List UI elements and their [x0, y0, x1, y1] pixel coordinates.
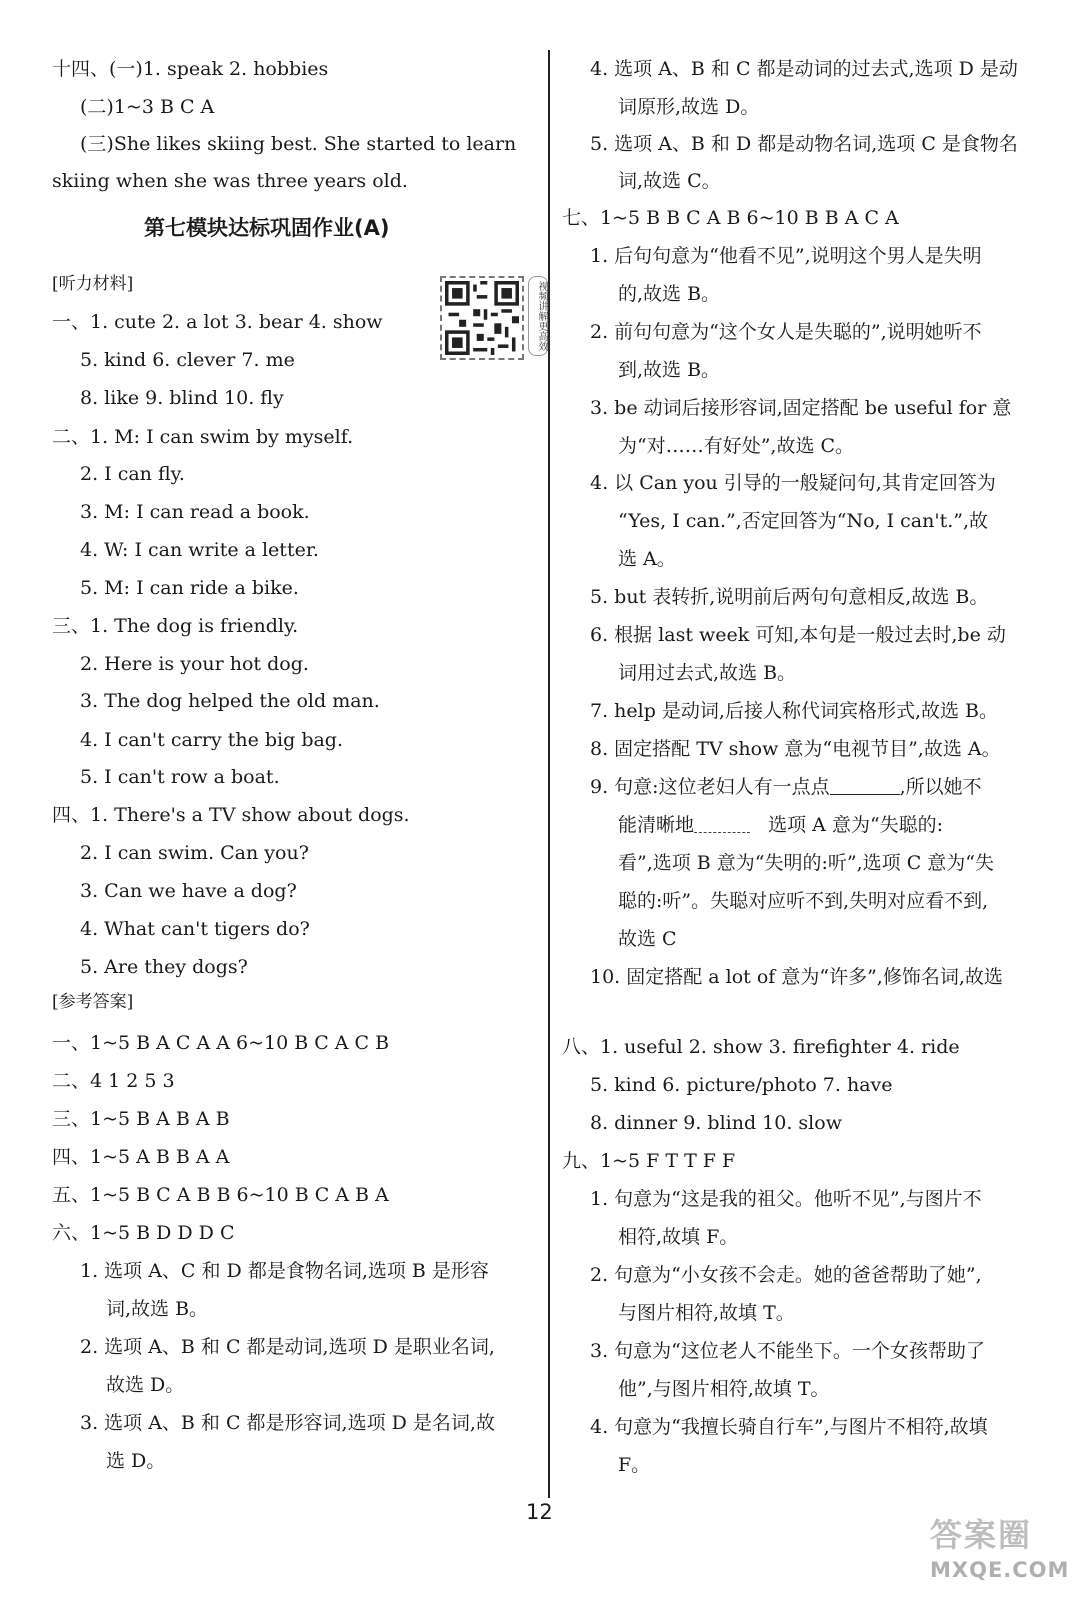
answer-line: 一、1~5 B A C A A 6~10 B C A C B [52, 1032, 390, 1054]
answer-line: 2. 选项 A、B 和 C 都是动词,选项 D 是职业名词, [80, 1336, 495, 1358]
answer-line: 3. be 动词后接形容词,固定搭配 be useful for 意 [590, 397, 1012, 419]
listening-line: 2. I can swim. Can you? [80, 842, 309, 864]
answer-blank [830, 776, 900, 795]
answer-line: 5. but 表转折,说明前后两句句意相反,故选 B。 [590, 586, 989, 608]
answer-line: 词,故选 B。 [106, 1298, 209, 1320]
q9-line5: 故选 C [618, 928, 677, 950]
watermark-logo [930, 1510, 1070, 1590]
answer-line: 八、1. useful 2. show 3. firefighter 4. ride [562, 1036, 960, 1058]
answer-line: 五、1~5 B C A B B 6~10 B C A B A [52, 1184, 389, 1206]
answer-line: 8. 固定搭配 TV show 意为“电视节目”,故选 A。 [590, 738, 1001, 760]
answer-line: 三、1~5 B A B A B [52, 1108, 230, 1130]
answer-line: 四、1~5 A B B A A [52, 1146, 230, 1168]
q9-text-d: 选项 A 意为“失聪的: [768, 814, 944, 836]
column-divider [548, 50, 550, 1498]
module-title: 第七模块达标巩固作业(A) [144, 216, 390, 240]
answer-line: 2. 前句句意为“这个女人是失聪的”,说明她听不 [590, 321, 982, 343]
answer-line: 选 D。 [106, 1450, 166, 1472]
answer-line: F。 [618, 1454, 651, 1476]
answer-line: 九、1~5 F T T F F [562, 1150, 736, 1172]
listening-line: 四、1. There's a TV show about dogs. [52, 804, 410, 826]
answers-label: [参考答案] [52, 992, 134, 1012]
answer-line: 词,故选 C。 [618, 170, 721, 192]
listening-line: 8. like 9. blind 10. fly [80, 387, 284, 409]
answer-line: 词用过去式,故选 B。 [618, 662, 797, 684]
answer-line: 二、4 1 2 5 3 [52, 1070, 175, 1092]
listening-line: 二、1. M: I can swim by myself. [52, 426, 354, 448]
listening-line: 4. W: I can write a letter. [80, 539, 319, 561]
answer-line: 选 A。 [618, 548, 676, 570]
section14-line4: skiing when she was three years old. [52, 170, 408, 192]
qr-caption: 视频讲解更高效 [528, 276, 548, 356]
q9-text-b: ,所以她不 [899, 776, 982, 798]
listening-line: 3. The dog helped the old man. [80, 690, 380, 712]
section14-line3: (三)She likes skiing best. She started to learn [80, 133, 517, 155]
listening-line: 5. kind 6. clever 7. me [80, 349, 295, 371]
q9-line2 [618, 812, 943, 838]
q9-text-a: 9. 句意:这位老妇人有一点点 [590, 776, 830, 798]
listening-line: 3. Can we have a dog? [80, 880, 297, 902]
answer-line: 相符,故填 F。 [618, 1226, 739, 1248]
listening-line: 5. M: I can ride a bike. [80, 577, 299, 599]
answer-line: 5. kind 6. picture/photo 7. have [590, 1074, 893, 1096]
answer-line: 词原形,故选 D。 [618, 96, 760, 118]
answer-line: 8. dinner 9. blind 10. slow [590, 1112, 842, 1134]
q10-line: 10. 固定搭配 a lot of 意为“许多”,修饰名词,故选 [590, 966, 1003, 988]
qr-code-graphic [445, 281, 519, 355]
q9-line4: 聪的:听”。失聪对应听不到,失明对应看不到, [618, 890, 989, 912]
answer-line: 与图片相符,故填 T。 [618, 1302, 795, 1324]
answer-line: 4. 选项 A、B 和 C 都是动词的过去式,选项 D 是动 [590, 58, 1018, 80]
answer-line: 7. help 是动词,后接人称代词宾格形式,故选 B。 [590, 700, 999, 722]
section14-line2: (二)1~3 B C A [80, 96, 215, 118]
answer-line: 为“对……有好处”,故选 C。 [618, 435, 855, 457]
answer-line: “Yes, I can.”,否定回答为“No, I can't.”,故 [618, 510, 989, 532]
answer-line: 1. 句意为“这是我的祖父。他听不见”,与图片不 [590, 1188, 982, 1210]
answer-line: 六、1~5 B D D D C [52, 1222, 235, 1244]
answer-line: 1. 后句句意为“他看不见”,说明这个男人是失明 [590, 245, 982, 267]
watermark-text: 答案圈 [930, 1516, 1033, 1554]
listening-line: 4. What can't tigers do? [80, 918, 310, 940]
q9-line3: 看”,选项 B 意为“失明的:听”,选项 C 意为“失 [618, 852, 994, 874]
answer-line: 故选 D。 [106, 1374, 185, 1396]
page-number: 12 [526, 1500, 553, 1524]
watermark-url: MXQE.COM [930, 1558, 1070, 1582]
listening-label: [听力材料] [52, 274, 134, 294]
qr-code-icon[interactable] [440, 276, 524, 360]
listening-line: 5. I can't row a boat. [80, 766, 280, 788]
section14-line1: 十四、(一)1. speak 2. hobbies [52, 58, 329, 80]
answer-line: 到,故选 B。 [618, 359, 721, 381]
answer-line: 3. 选项 A、B 和 C 都是形容词,选项 D 是名词,故 [80, 1412, 495, 1434]
answer-line: 3. 句意为“这位老人不能坐下。一个女孩帮助了 [590, 1340, 985, 1362]
listening-line: 2. I can fly. [80, 463, 185, 485]
listening-line: 3. M: I can read a book. [80, 501, 310, 523]
listening-line: 2. Here is your hot dog. [80, 653, 309, 675]
listening-line: 4. I can't carry the big bag. [80, 729, 344, 751]
answer-blank [694, 814, 750, 833]
answer-line: 他”,与图片相符,故填 T。 [618, 1378, 830, 1400]
listening-line: 一、1. cute 2. a lot 3. bear 4. show [52, 311, 383, 333]
answer-line: 4. 句意为“我擅长骑自行车”,与图片不相符,故填 [590, 1416, 988, 1438]
q9-text-c: 能清晰地 [618, 814, 695, 836]
answer-line: 5. 选项 A、B 和 D 都是动物名词,选项 C 是食物名 [590, 133, 1018, 155]
answer-line: 6. 根据 last week 可知,本句是一般过去时,be 动 [590, 624, 1006, 646]
answer-line: 七、1~5 B B C A B 6~10 B B A C A [562, 207, 899, 229]
answer-line: 的,故选 B。 [618, 283, 721, 305]
answer-line: 1. 选项 A、C 和 D 都是食物名词,选项 B 是形容 [80, 1260, 489, 1282]
listening-line: 5. Are they dogs? [80, 956, 248, 978]
answer-line: 4. 以 Can you 引导的一般疑问句,其肯定回答为 [590, 472, 996, 494]
listening-line: 三、1. The dog is friendly. [52, 615, 299, 637]
q9-line1 [590, 774, 982, 800]
answer-line: 2. 句意为“小女孩不会走。她的爸爸帮助了她”, [590, 1264, 982, 1286]
